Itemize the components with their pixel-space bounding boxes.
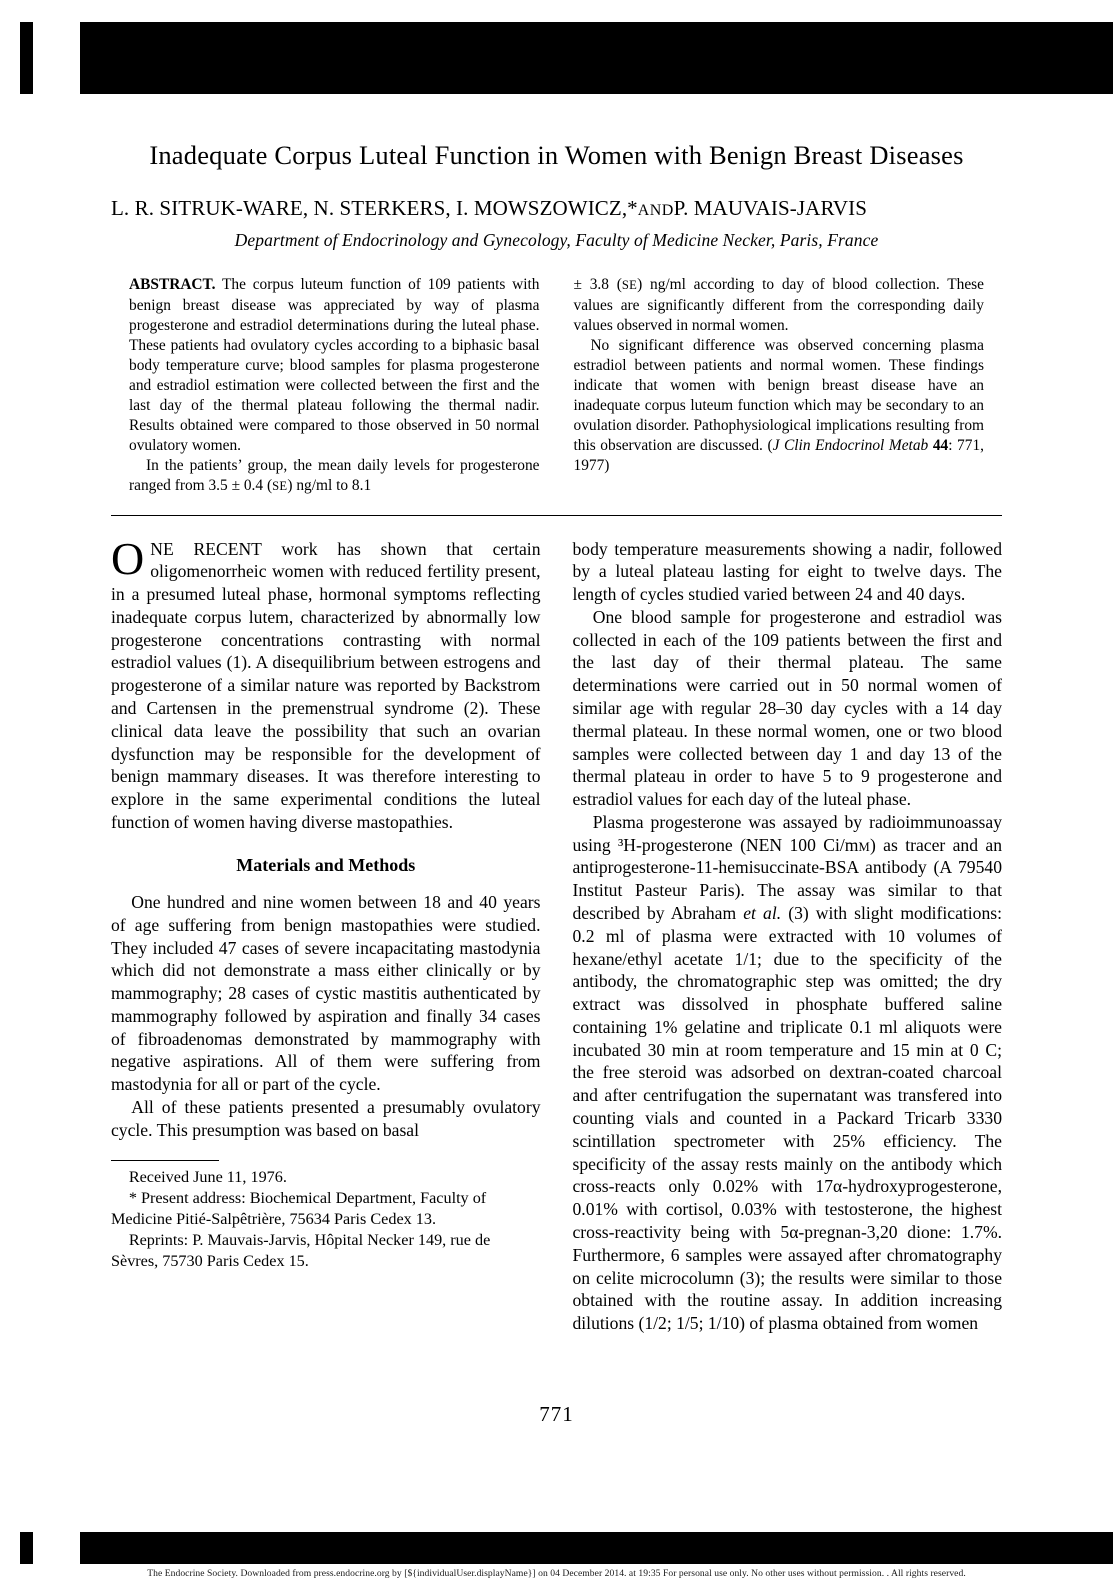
abstract-text: The corpus luteum function of 109 patients with benign breast disease was appreciated by way of plasma progesterone and estradiol determinations during the luteal phase. These patients had ovulatory cycles according to a biphasic basal body temperature curve; blood samples for plasma progesterone and estradiol estimation were collected between the first and the last day of the thermal plateau following the thermal nadir. Results obtained were compared to those observed in 50 normal ovulatory women. xyxy=(129,276,540,455)
intro-paragraph xyxy=(111,532,541,834)
page-title: Inadequate Corpus Luteal Function in Women with Benign Breast Diseases xyxy=(149,140,964,170)
scan-edge-band-top xyxy=(80,22,1113,94)
citation-tail: : 771, 1977) xyxy=(573,437,984,475)
body-text: (3) with slight modifications: 0.2 ml of plasma were extracted with 10 volumes of hexane/ethyl acetate 1/1; due to the specificity of the antibody, the chromatographic step was omitted; the dry extract was dissolved in phosphate buffered saline containing 1% gelatine and triplicate 0.1 ml aliquots were incubated 30 min at room temperature and 15 min at 0 C; the free steroid was adsorbed on dextran-coated charcoal and after centrifugation the supernatant was transfered into counting vials and counted in a Packard Tricarb 3330 scintillation spectrometer with 25% efficiency. The specificity of the assay rests mainly on the antibody which cross-reacts only 0.02% with 17α-hydroxyprogesterone, 0.01% with cortisol, 0.03% with testosterone, the highest cross-reactivity being with 5α-pregnan-3,20 dione: 1.7%. Furthermore, 6 samples were assayed after chromatography on celite microcolumn (3); the results were similar to those obtained with the routine assay. In addition increasing dilutions (1/2; 1/5; 1/10) of plasma obtained from women xyxy=(572,903,1002,1334)
body-paragraph: body temperature measurements showing a nadir, followed by a luteal plateau lasting for eight to twelve days. The length of cycles studied varied between 24 and 40 days. xyxy=(572,538,1002,605)
author-names-primary: L. R. SITRUK-WARE, N. STERKERS, I. MOWSZOWICZ,* xyxy=(111,196,638,221)
body-paragraph: One blood sample for progesterone and estradiol was collected in each of the 109 patients between the first and the last day of their thermal plateau. The same determinations were carried out in 50 normal women of similar age with regular 28–30 day cycles with a 14 day thermal plateau. In these normal women, one or two blood samples were collected between day 1 and day 13 of the thermal plateau in order to have 5 to 9 progesterone and estradiol values for each day of the luteal phase. xyxy=(572,606,1002,810)
abstract-text: In the patients’ group, the mean daily levels for progesterone ranged from 3.5 ± 0.4 ( xyxy=(129,457,540,495)
abstract-column-right xyxy=(574,275,985,496)
footnote-block xyxy=(111,1167,541,1272)
intro-text: NE RECENT work has shown that certain oligomenorrheic women with reduced fertility present, in a presumed luteal phase, hormonal symptoms reflecting inadequate corpus lutem, characterized by abnormally low progesterone concentrations contrasting with normal estradiol values (1). A disequilibrium between estrogens and progesterone of a similar nature was reported by Backstrom and Cartensen in the premenstrual syndrome (2). These clinical data leave the possibility that such an ovarian dysfunction may be responsible for the development of benign mammary diseases. It was therefore interesting to explore in the same experimental conditions the luteal function of women having diverse mastopathies. xyxy=(111,538,541,832)
abstract-text: ) ng/ml to 8.1 xyxy=(287,477,372,495)
abstract-paragraph xyxy=(574,336,985,477)
abstract-text: No significant difference was observed concerning plasma estradiol between patients and normal women. These findings indicate that women with benign breast disease have an inadequate corpus luteum function which may be secondary to an ovulation disorder. Pathophysiological implications resulting from this observation are discussed. ( xyxy=(573,336,984,455)
drop-cap: O xyxy=(111,532,145,584)
abstract-divider xyxy=(111,515,1002,516)
page-content xyxy=(111,140,1002,1335)
abstract-column-left xyxy=(129,275,540,496)
page-number: 771 xyxy=(539,1402,574,1426)
footnote-present-address: * Present address: Biochemical Department, Faculty of Medicine Pitié-Salpêtrière, 75634 Paris Cedex 13. xyxy=(111,1188,487,1228)
abstract-smallcaps: SE xyxy=(272,479,288,494)
body-column-left xyxy=(111,532,541,1335)
abstract-paragraph xyxy=(129,275,540,456)
body-text: ) as tracer and an antiprogesterone-11-hemisuccinate-BSA antibody (A 79540 Institut Pasteur Paris). The assay was similar to that described by Abraham xyxy=(572,834,1002,923)
abstract-heading: ABSTRACT. xyxy=(129,276,216,294)
download-copyright-notice: The Endocrine Society. Downloaded from press.endocrine.org by [${individualUser.displayName}] on 04 December 2014. at 19:35 For personal use only. No other uses without permission. . All rights reserved. xyxy=(147,1568,966,1579)
body-smallcaps: M xyxy=(858,839,870,854)
abstract-paragraph xyxy=(129,456,540,496)
abstract-paragraph xyxy=(574,275,985,335)
scan-edge-tick-bottom xyxy=(20,1532,33,1564)
abstract xyxy=(111,275,1002,496)
body-columns xyxy=(111,532,1002,1335)
methods-paragraph: All of these patients presented a presumably ovulatory cycle. This presumption was based on basal xyxy=(111,1096,541,1140)
abstract-text: ± 3.8 ( xyxy=(573,276,622,294)
section-heading-materials-and-methods: Materials and Methods xyxy=(236,854,416,875)
methods-paragraph: One hundred and nine women between 18 and 40 years of age suffering from benign mastopathies were studied. They included 47 cases of severe incapacitating mastodynia which did not demonstrate a mass either clinically or by mammography; 28 cases of cystic mastitis authenticated by mammography followed by aspiration and finally 34 cases of fibroadenomas demonstrated by mammography with negative aspirations. All of them were suffering from mastodynia for all or part of the cycle. xyxy=(111,891,541,1095)
abstract-text: ) ng/ml according to day of blood collection. These values are significantly different from the corresponding daily values observed in normal women. xyxy=(573,276,984,334)
body-paragraph xyxy=(573,811,1003,1335)
volume-number: 44 xyxy=(932,437,949,455)
body-text: Plasma progesterone was assayed by radioimmunoassay using ³H-progesterone (NEN 100 Ci/m xyxy=(572,811,1002,855)
body-column-right xyxy=(573,538,1003,1335)
footnote-received-date: Received June 11, 1976. xyxy=(128,1167,287,1186)
author-list xyxy=(111,196,1002,221)
scan-edge-band-bottom xyxy=(80,1532,1113,1564)
journal-name-citation: J Clin Endocrinol Metab xyxy=(772,437,929,455)
scan-edge-tick-top xyxy=(20,22,33,94)
footnote-reprints: Reprints: P. Mauvais-Jarvis, Hôpital Necker 149, rue de Sèvres, 75730 Paris Cedex 15. xyxy=(111,1230,491,1270)
abstract-smallcaps: SE xyxy=(621,278,638,293)
latin-abbreviation: et al. xyxy=(743,903,782,923)
author-conjunction: AND xyxy=(637,202,674,220)
footnote-divider xyxy=(111,1160,219,1161)
affiliation: Department of Endocrinology and Gynecology, Faculty of Medicine Necker, Paris, France xyxy=(234,230,879,251)
author-names-last: P. MAUVAIS-JARVIS xyxy=(673,196,868,221)
